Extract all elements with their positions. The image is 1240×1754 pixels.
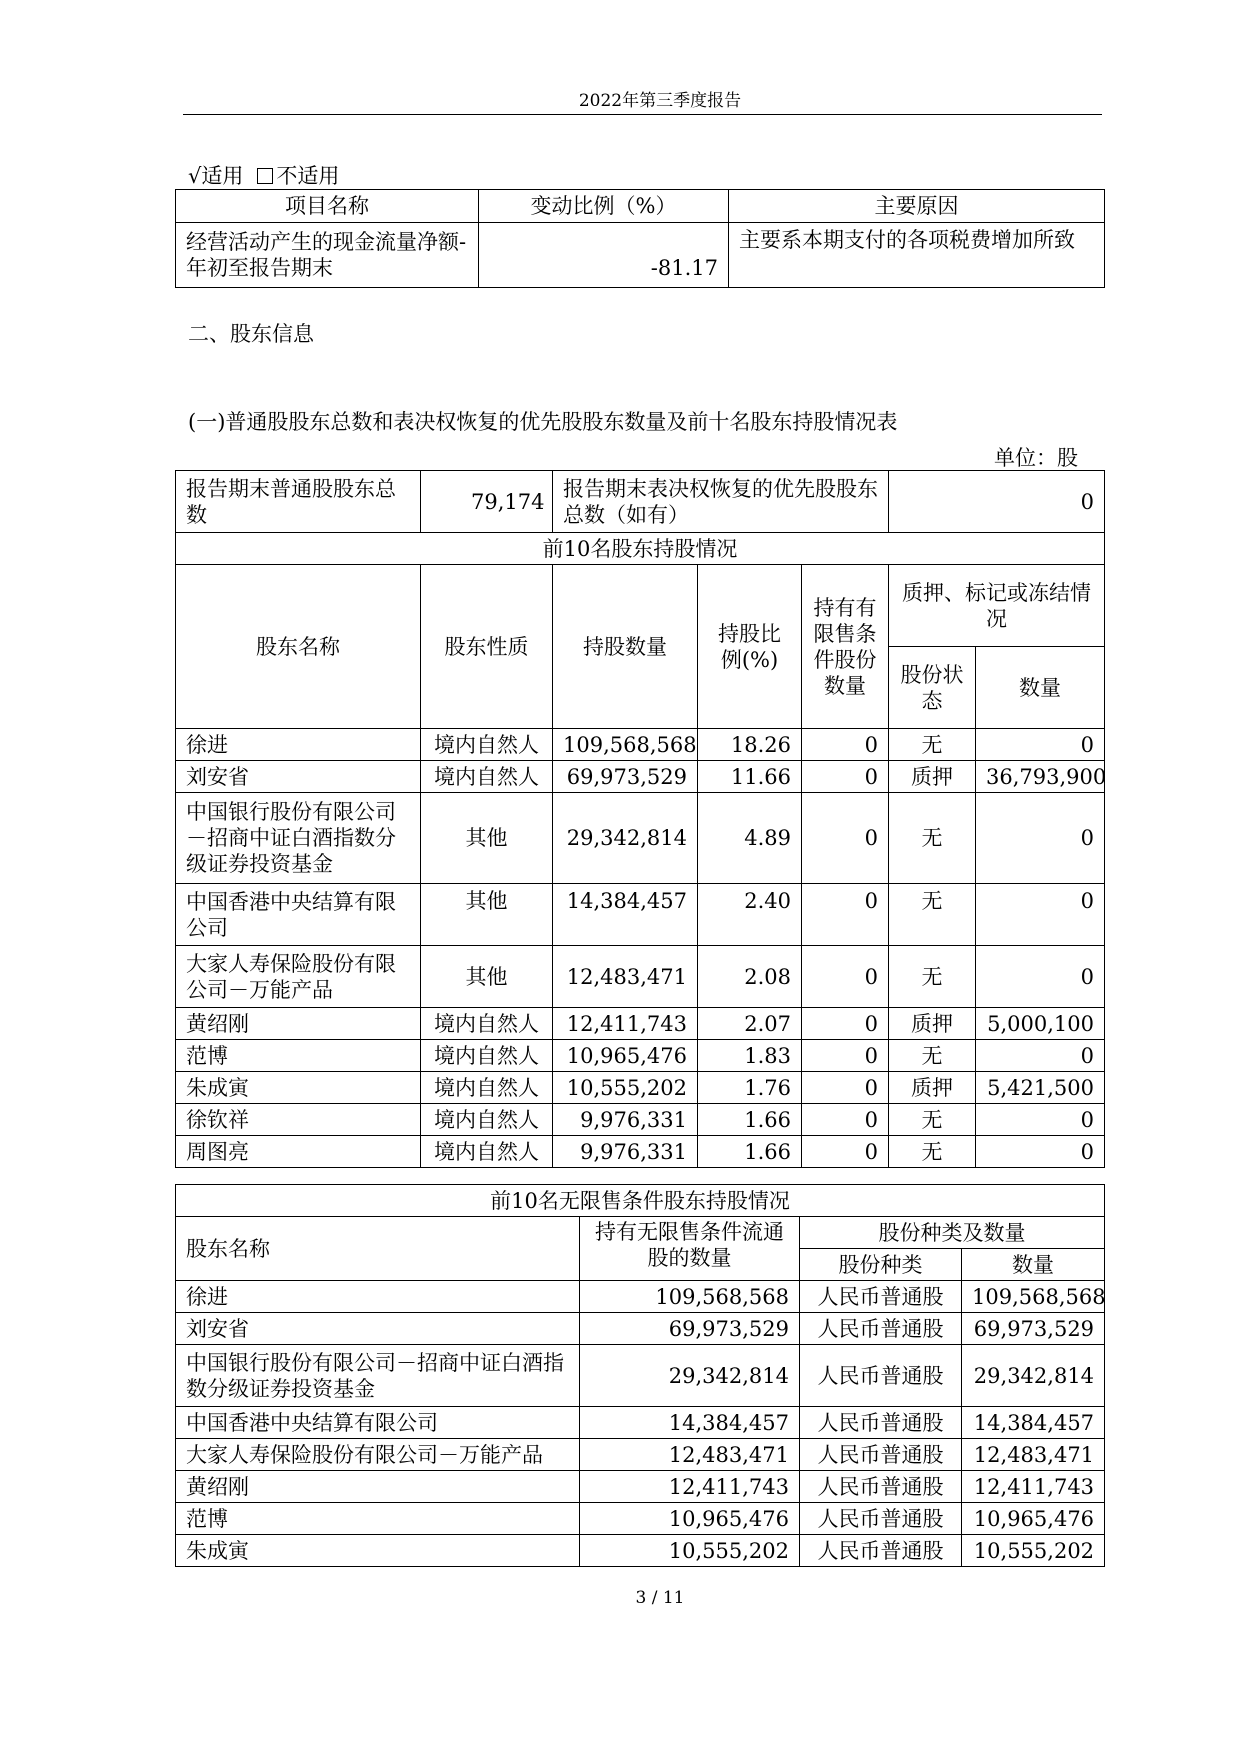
holder-name: 范博 <box>176 1040 421 1072</box>
holder-nature: 其他 <box>421 793 553 884</box>
share-type: 人民币普通股 <box>800 1471 962 1503</box>
share-type: 人民币普通股 <box>800 1407 962 1439</box>
holder-restricted: 0 <box>802 761 889 793</box>
share-qty: 12,483,471 <box>962 1439 1105 1471</box>
holder-status: 无 <box>889 884 976 946</box>
holder-status: 无 <box>889 729 976 761</box>
column-header-pledge-status: 股份状态 <box>889 647 976 729</box>
subsection-title: (一)普通股股东总数和表决权恢复的优先股股东数量及前十名股东持股情况表 <box>188 410 898 434</box>
share-type: 人民币普通股 <box>800 1313 962 1345</box>
holder-qty: 0 <box>976 884 1105 946</box>
top10-header-row <box>176 565 1105 647</box>
holder-nature: 境内自然人 <box>421 1104 553 1136</box>
holder-nature: 境内自然人 <box>421 1008 553 1040</box>
reason-cell: 主要系本期支付的各项税费增加所致 <box>729 223 1105 288</box>
applicable-checked-label: √适用 <box>188 164 244 188</box>
holder-ratio: 2.40 <box>698 884 802 946</box>
column-header-held: 持有无限售条件流通股的数量 <box>580 1217 800 1281</box>
holder-ratio: 1.83 <box>698 1040 802 1072</box>
holder-name: 大家人寿保险股份有限公司－万能产品 <box>176 1439 580 1471</box>
holder-name: 刘安省 <box>176 1313 580 1345</box>
holder-name: 刘安省 <box>176 761 421 793</box>
table-row <box>176 1008 1105 1040</box>
shareholder-table <box>175 470 1105 1168</box>
holder-restricted: 0 <box>802 946 889 1008</box>
held-qty: 69,973,529 <box>580 1313 800 1345</box>
column-header: 变动比例（%） <box>479 190 729 223</box>
held-qty: 29,342,814 <box>580 1345 800 1407</box>
column-header-pledge-qty: 数量 <box>976 647 1105 729</box>
holder-name: 中国银行股份有限公司－招商中证白酒指数分级证券投资基金 <box>176 793 421 884</box>
holder-shares: 109,568,568 <box>553 729 698 761</box>
table-row <box>176 1313 1105 1345</box>
applicability-options <box>188 160 339 190</box>
common-holders-label: 报告期末普通股股东总数 <box>176 471 421 533</box>
table-row <box>176 729 1105 761</box>
holder-nature: 境内自然人 <box>421 1136 553 1168</box>
holder-qty: 0 <box>976 1136 1105 1168</box>
unchecked-checkbox-icon <box>257 168 273 184</box>
holder-qty: 0 <box>976 1040 1105 1072</box>
holder-qty: 5,000,100 <box>976 1008 1105 1040</box>
table-row <box>176 1535 1105 1567</box>
holder-restricted: 0 <box>802 793 889 884</box>
holder-qty: 0 <box>976 729 1105 761</box>
common-holders-value: 79,174 <box>421 471 553 533</box>
holder-name: 徐进 <box>176 729 421 761</box>
holder-shares: 12,411,743 <box>553 1008 698 1040</box>
preferred-holders-label: 报告期末表决权恢复的优先股股东总数（如有） <box>553 471 889 533</box>
holder-status: 质押 <box>889 1072 976 1104</box>
holder-name: 朱成寅 <box>176 1535 580 1567</box>
holder-name: 范博 <box>176 1503 580 1535</box>
holder-ratio: 2.08 <box>698 946 802 1008</box>
holder-status: 无 <box>889 1136 976 1168</box>
holder-shares: 9,976,331 <box>553 1104 698 1136</box>
table-row <box>176 1104 1105 1136</box>
table-row <box>176 1345 1105 1407</box>
table-row <box>176 1503 1105 1535</box>
share-qty: 14,384,457 <box>962 1407 1105 1439</box>
column-header-shares: 持股数量 <box>553 565 698 729</box>
table-row <box>176 1439 1105 1471</box>
table-row <box>176 761 1105 793</box>
column-header-nature: 股东性质 <box>421 565 553 729</box>
unit-label: 单位：股 <box>994 446 1078 470</box>
holder-ratio: 1.76 <box>698 1072 802 1104</box>
column-header-name: 股东名称 <box>176 1217 580 1281</box>
share-qty: 69,973,529 <box>962 1313 1105 1345</box>
holder-status: 无 <box>889 1040 976 1072</box>
holder-status: 无 <box>889 946 976 1008</box>
holder-qty: 0 <box>976 1104 1105 1136</box>
holder-restricted: 0 <box>802 1040 889 1072</box>
column-header-type-qty: 股份种类及数量 <box>800 1217 1105 1249</box>
holder-qty: 0 <box>976 793 1105 884</box>
share-qty: 12,411,743 <box>962 1471 1105 1503</box>
holder-name: 徐进 <box>176 1281 580 1313</box>
top10-title: 前10名股东持股情况 <box>176 533 1105 565</box>
holder-status: 无 <box>889 1104 976 1136</box>
holder-ratio: 18.26 <box>698 729 802 761</box>
holder-restricted: 0 <box>802 1104 889 1136</box>
summary-row <box>176 471 1105 533</box>
column-header-restricted: 持有有限售条件股份数量 <box>802 565 889 729</box>
holder-shares: 9,976,331 <box>553 1136 698 1168</box>
unrestricted-header-row <box>176 1217 1105 1249</box>
share-qty: 10,965,476 <box>962 1503 1105 1535</box>
holder-status: 质押 <box>889 1008 976 1040</box>
unrestricted-shareholder-table <box>175 1184 1105 1567</box>
share-type: 人民币普通股 <box>800 1281 962 1313</box>
holder-nature: 境内自然人 <box>421 1072 553 1104</box>
table-row <box>176 884 1105 946</box>
unrestricted-title-row <box>176 1185 1105 1217</box>
holder-name: 中国银行股份有限公司－招商中证白酒指数分级证券投资基金 <box>176 1345 580 1407</box>
holder-qty: 36,793,900 <box>976 761 1105 793</box>
column-header-ratio: 持股比例(%) <box>698 565 802 729</box>
holder-ratio: 1.66 <box>698 1104 802 1136</box>
share-type: 人民币普通股 <box>800 1439 962 1471</box>
share-type: 人民币普通股 <box>800 1503 962 1535</box>
table-row <box>176 793 1105 884</box>
item-name-cell: 经营活动产生的现金流量净额-年初至报告期末 <box>176 223 479 288</box>
table-row <box>176 1040 1105 1072</box>
holder-ratio: 1.66 <box>698 1136 802 1168</box>
holder-qty: 5,421,500 <box>976 1072 1105 1104</box>
share-qty: 10,555,202 <box>962 1535 1105 1567</box>
holder-nature: 境内自然人 <box>421 1040 553 1072</box>
table-row <box>176 223 1105 288</box>
holder-shares: 14,384,457 <box>553 884 698 946</box>
holder-restricted: 0 <box>802 884 889 946</box>
holder-nature: 境内自然人 <box>421 761 553 793</box>
holder-restricted: 0 <box>802 1008 889 1040</box>
table-row <box>176 1471 1105 1503</box>
holder-nature: 其他 <box>421 946 553 1008</box>
column-header: 主要原因 <box>729 190 1105 223</box>
holder-restricted: 0 <box>802 1136 889 1168</box>
held-qty: 10,965,476 <box>580 1503 800 1535</box>
holder-name: 中国香港中央结算有限公司 <box>176 884 421 946</box>
top10-title-row <box>176 533 1105 565</box>
held-qty: 12,483,471 <box>580 1439 800 1471</box>
holder-name: 朱成寅 <box>176 1072 421 1104</box>
held-qty: 14,384,457 <box>580 1407 800 1439</box>
change-ratio-cell: -81.17 <box>479 223 729 288</box>
column-header-qty: 数量 <box>962 1249 1105 1281</box>
column-header-type: 股份种类 <box>800 1249 962 1281</box>
holder-shares: 12,483,471 <box>553 946 698 1008</box>
holder-name: 中国香港中央结算有限公司 <box>176 1407 580 1439</box>
share-type: 人民币普通股 <box>800 1345 962 1407</box>
change-reason-table <box>175 189 1105 288</box>
holder-nature: 境内自然人 <box>421 729 553 761</box>
holder-restricted: 0 <box>802 1072 889 1104</box>
unrestricted-title: 前10名无限售条件股东持股情况 <box>176 1185 1105 1217</box>
table-row <box>176 1407 1105 1439</box>
table-row <box>176 946 1105 1008</box>
holder-restricted: 0 <box>802 729 889 761</box>
held-qty: 10,555,202 <box>580 1535 800 1567</box>
holder-ratio: 4.89 <box>698 793 802 884</box>
holder-nature: 其他 <box>421 884 553 946</box>
table-row <box>176 1072 1105 1104</box>
holder-name: 周图亮 <box>176 1136 421 1168</box>
holder-status: 质押 <box>889 761 976 793</box>
holder-name: 黄绍刚 <box>176 1471 580 1503</box>
holder-status: 无 <box>889 793 976 884</box>
held-qty: 12,411,743 <box>580 1471 800 1503</box>
table-row <box>176 1136 1105 1168</box>
holder-shares: 29,342,814 <box>553 793 698 884</box>
share-qty: 29,342,814 <box>962 1345 1105 1407</box>
share-type: 人民币普通股 <box>800 1535 962 1567</box>
preferred-holders-value: 0 <box>889 471 1105 533</box>
held-qty: 109,568,568 <box>580 1281 800 1313</box>
holder-name: 徐钦祥 <box>176 1104 421 1136</box>
column-header: 项目名称 <box>176 190 479 223</box>
holder-name: 大家人寿保险股份有限公司－万能产品 <box>176 946 421 1008</box>
column-header-name: 股东名称 <box>176 565 421 729</box>
holder-ratio: 2.07 <box>698 1008 802 1040</box>
page-header-title: 2022年第三季度报告 <box>578 91 742 111</box>
holder-shares: 69,973,529 <box>553 761 698 793</box>
holder-shares: 10,555,202 <box>553 1072 698 1104</box>
header-divider <box>183 114 1102 115</box>
holder-qty: 0 <box>976 946 1105 1008</box>
holder-shares: 10,965,476 <box>553 1040 698 1072</box>
holder-ratio: 11.66 <box>698 761 802 793</box>
page-number: 3 / 11 <box>635 1588 685 1608</box>
column-header-pledge: 质押、标记或冻结情况 <box>889 565 1105 647</box>
table-header-row <box>176 190 1105 223</box>
table-row <box>176 1281 1105 1313</box>
section-title: 二、股东信息 <box>188 322 314 346</box>
not-applicable-label: 不适用 <box>276 164 340 188</box>
share-qty: 109,568,568 <box>962 1281 1105 1313</box>
holder-name: 黄绍刚 <box>176 1008 421 1040</box>
